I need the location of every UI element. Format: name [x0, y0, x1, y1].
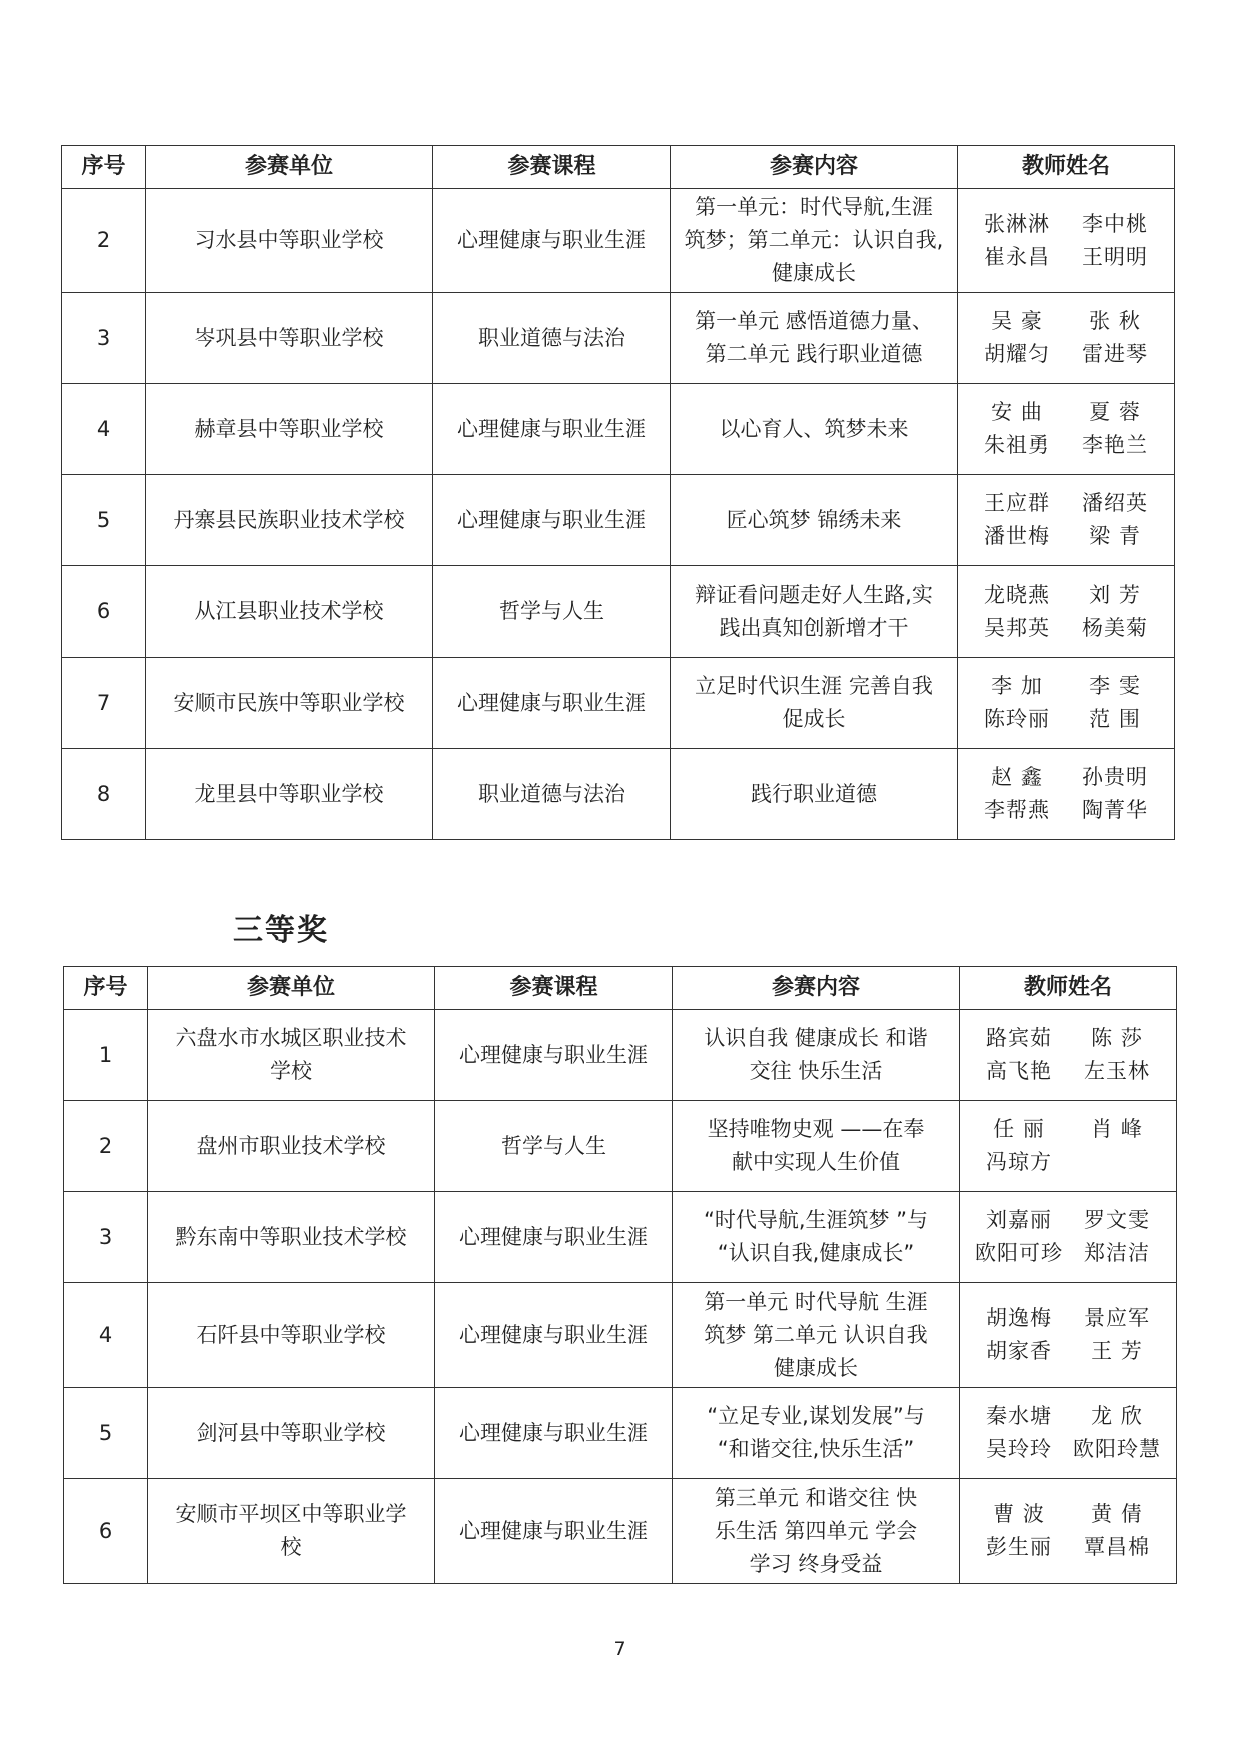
header-unit: 参赛单位: [148, 967, 435, 1010]
unit-line: 石阡县中等职业学校: [196, 1322, 386, 1347]
content-line: 健康成长: [774, 1355, 858, 1380]
teacher-name: 潘绍英: [1082, 491, 1148, 515]
cell-teachers: [958, 658, 1175, 749]
content-line: 践行职业道德: [751, 781, 877, 806]
content-line: “认识自我,健康成长”: [717, 1241, 915, 1265]
teacher-name: 高飞艳: [986, 1059, 1052, 1083]
page-number: 7: [613, 1638, 626, 1660]
teacher-name: 覃昌棉: [1084, 1535, 1150, 1559]
cell-teachers: [960, 1283, 1177, 1388]
content-line: 认识自我 健康成长 和谐: [704, 1026, 928, 1050]
cell-no: 5: [62, 475, 146, 566]
header-no: 序号: [64, 967, 148, 1010]
teacher-name: 秦水塘: [986, 1404, 1052, 1428]
teacher-name: 欧阳玲慧: [1073, 1437, 1161, 1461]
teacher-name: 安 曲: [991, 400, 1043, 424]
cell-content: [673, 1010, 960, 1101]
cell-course: 心理健康与职业生涯: [433, 475, 671, 566]
teacher-name: 曹 波: [993, 1502, 1045, 1526]
cell-no: 3: [64, 1192, 148, 1283]
cell-teachers: [958, 189, 1175, 293]
teacher-name: 李中桃: [1082, 211, 1148, 236]
teacher-name: 范 围: [1089, 707, 1141, 731]
table-body: [62, 189, 1175, 840]
cell-unit: 安顺市民族中等职业学校: [146, 658, 433, 749]
cell-course: 哲学与人生: [433, 566, 671, 658]
teacher-name: 陈 莎: [1091, 1026, 1143, 1050]
cell-no: 2: [64, 1101, 148, 1192]
award-table-second-prize: [61, 145, 1175, 840]
unit-line: 校: [280, 1535, 302, 1559]
cell-teachers: [960, 1479, 1177, 1584]
table-row: [64, 1388, 1177, 1479]
content-line: 筑梦 第二单元 认识自我: [704, 1322, 928, 1347]
table-header-row: [62, 146, 1175, 189]
header-course: 参赛课程: [433, 146, 671, 189]
content-line: “和谐交往,快乐生活”: [717, 1437, 915, 1461]
cell-teachers: [958, 384, 1175, 475]
cell-unit: [148, 1010, 435, 1101]
teacher-name: 吴邦英: [984, 615, 1050, 640]
content-line: 立足时代识生涯 完善自我: [695, 674, 933, 698]
cell-course: 心理健康与职业生涯: [433, 189, 671, 293]
teacher-name: 龙晓燕: [984, 582, 1050, 607]
table-row: [62, 475, 1175, 566]
teacher-name: 崔永昌: [984, 244, 1050, 269]
teacher-name: 雷进琴: [1082, 342, 1148, 366]
cell-teachers: [960, 1388, 1177, 1479]
cell-content: [671, 749, 958, 840]
teacher-name: 罗文雯: [1084, 1208, 1150, 1232]
table-row: [64, 1192, 1177, 1283]
cell-unit: [148, 1388, 435, 1479]
cell-teachers: [960, 1101, 1177, 1192]
teacher-name: 吴玲玲: [986, 1437, 1052, 1461]
teacher-name: 李 雯: [1089, 674, 1141, 698]
cell-unit: 赫章县中等职业学校: [146, 384, 433, 475]
cell-unit: 丹寨县民族职业技术学校: [146, 475, 433, 566]
header-no: 序号: [62, 146, 146, 189]
section-heading-third-prize: 三等奖: [233, 913, 329, 948]
teacher-name: 刘 芳: [1089, 582, 1141, 607]
cell-unit: 从江县职业技术学校: [146, 566, 433, 658]
cell-no: 4: [62, 384, 146, 475]
content-line: “立足专业,谋划发展”与: [707, 1404, 925, 1428]
header-teachers: 教师姓名: [960, 967, 1177, 1010]
cell-unit: [148, 1479, 435, 1584]
table-row: [62, 293, 1175, 384]
cell-no: 7: [62, 658, 146, 749]
cell-content: [671, 475, 958, 566]
cell-unit: 习水县中等职业学校: [146, 189, 433, 293]
cell-content: [673, 1192, 960, 1283]
cell-course: 心理健康与职业生涯: [435, 1479, 673, 1584]
table-row: [62, 566, 1175, 658]
header-course: 参赛课程: [435, 967, 673, 1010]
cell-teachers: [958, 566, 1175, 658]
cell-content: [671, 293, 958, 384]
unit-line: 黔东南中等职业技术学校: [175, 1224, 407, 1249]
cell-teachers: [958, 749, 1175, 840]
teacher-name: 彭生丽: [986, 1535, 1052, 1559]
teacher-name: 郑洁洁: [1084, 1241, 1150, 1265]
cell-unit: [148, 1283, 435, 1388]
table-row: [62, 189, 1175, 293]
unit-line: 剑河县中等职业学校: [196, 1420, 386, 1445]
teacher-name: 李帮燕: [984, 798, 1050, 822]
table-row: [62, 384, 1175, 475]
cell-unit: [148, 1101, 435, 1192]
content-line: 乐生活 第四单元 学会: [714, 1518, 918, 1543]
teacher-name: 梁 青: [1089, 524, 1141, 548]
teacher-name: 路宾茹: [986, 1026, 1052, 1050]
cell-course: 心理健康与职业生涯: [435, 1192, 673, 1283]
teacher-name: 杨美菊: [1082, 615, 1148, 640]
cell-unit: 岑巩县中等职业学校: [146, 293, 433, 384]
teacher-name: 王应群: [984, 491, 1050, 515]
cell-course: 心理健康与职业生涯: [435, 1388, 673, 1479]
teacher-name: 孙贵明: [1082, 765, 1148, 789]
content-line: 匠心筑梦 锦绣未来: [726, 507, 902, 532]
unit-line: 六盘水市水城区职业技术: [175, 1026, 407, 1050]
cell-no: 6: [64, 1479, 148, 1584]
table-row: [64, 1101, 1177, 1192]
cell-no: 6: [62, 566, 146, 658]
content-line: 第三单元 和谐交往 快: [714, 1485, 918, 1510]
cell-teachers: [958, 475, 1175, 566]
cell-content: [671, 566, 958, 658]
teacher-name: 龙 欣: [1091, 1404, 1143, 1428]
content-line: 坚持唯物史观 ——在奉: [707, 1117, 925, 1141]
teacher-name: 张 秋: [1089, 309, 1141, 333]
header-unit: 参赛单位: [146, 146, 433, 189]
content-line: 第一单元 感悟道德力量、: [695, 309, 933, 333]
teacher-name: 王明明: [1082, 244, 1148, 269]
cell-no: 3: [62, 293, 146, 384]
cell-course: 哲学与人生: [435, 1101, 673, 1192]
teacher-name: 李艳兰: [1082, 433, 1148, 457]
teacher-name: 胡逸梅: [986, 1306, 1052, 1330]
teacher-name: 陶菁华: [1082, 798, 1148, 822]
content-line: 第一单元 时代导航 生涯: [704, 1289, 928, 1314]
cell-content: [673, 1283, 960, 1388]
award-table-third-prize: [63, 966, 1177, 1584]
content-line: 健康成长: [772, 261, 856, 285]
teacher-name: 冯琼方: [986, 1150, 1052, 1174]
teacher-name: 景应军: [1084, 1306, 1150, 1330]
cell-no: 8: [62, 749, 146, 840]
cell-course: 职业道德与法治: [433, 749, 671, 840]
cell-teachers: [960, 1192, 1177, 1283]
header-content: 参赛内容: [673, 967, 960, 1010]
teacher-name: 任 丽: [993, 1117, 1045, 1141]
content-line: 交往 快乐生活: [749, 1059, 883, 1083]
table-row: [62, 749, 1175, 840]
cell-content: [671, 658, 958, 749]
table-body: [64, 1010, 1177, 1584]
teacher-name: 潘世梅: [984, 524, 1050, 548]
content-line: 第一单元：时代导航,生涯: [695, 195, 933, 219]
cell-course: 心理健康与职业生涯: [433, 384, 671, 475]
table-row: [62, 658, 1175, 749]
table-header-row: [64, 967, 1177, 1010]
teacher-name: 陈玲丽: [984, 707, 1050, 731]
cell-teachers: [960, 1010, 1177, 1101]
cell-course: 心理健康与职业生涯: [435, 1010, 673, 1101]
content-line: 践出真知创新增才干: [719, 615, 909, 640]
teacher-name: 吴 豪: [991, 309, 1043, 333]
cell-content: [673, 1388, 960, 1479]
cell-course: 职业道德与法治: [433, 293, 671, 384]
teacher-name: 王 芳: [1091, 1339, 1143, 1363]
teacher-name: 胡家香: [986, 1339, 1052, 1363]
teacher-name: 赵 鑫: [991, 765, 1043, 789]
cell-unit: [148, 1192, 435, 1283]
cell-content: [673, 1101, 960, 1192]
cell-no: 5: [64, 1388, 148, 1479]
teacher-name: 黄 倩: [1091, 1502, 1143, 1526]
table-row: [64, 1479, 1177, 1584]
unit-line: 学校: [270, 1059, 312, 1083]
teacher-name: 肖 峰: [1091, 1117, 1143, 1141]
content-line: 辩证看问题走好人生路,实: [695, 582, 933, 607]
table-row: [64, 1283, 1177, 1388]
unit-line: 盘州市职业技术学校: [196, 1133, 386, 1158]
teacher-name: 张淋淋: [984, 211, 1050, 236]
content-line: 第二单元 践行职业道德: [705, 342, 923, 366]
cell-content: [671, 384, 958, 475]
teacher-name: 胡耀匀: [984, 342, 1050, 366]
content-line: 献中实现人生价值: [732, 1150, 900, 1174]
cell-content: [673, 1479, 960, 1584]
teacher-name: 夏 蓉: [1089, 400, 1141, 424]
cell-no: 2: [62, 189, 146, 293]
content-line: 学习 终身受益: [749, 1551, 883, 1576]
teacher-name: 欧阳可珍: [975, 1241, 1063, 1265]
cell-course: 心理健康与职业生涯: [435, 1283, 673, 1388]
cell-no: 1: [64, 1010, 148, 1101]
header-teachers: 教师姓名: [958, 146, 1175, 189]
cell-no: 4: [64, 1283, 148, 1388]
unit-line: 安顺市平坝区中等职业学: [175, 1502, 407, 1526]
teacher-name: 刘嘉丽: [986, 1208, 1052, 1232]
teacher-name: 左玉林: [1084, 1059, 1150, 1083]
teacher-name: 李 加: [991, 674, 1043, 698]
content-line: “时代导航,生涯筑梦 ”与: [703, 1208, 929, 1232]
cell-teachers: [958, 293, 1175, 384]
cell-course: 心理健康与职业生涯: [433, 658, 671, 749]
content-line: 筑梦；第二单元：认识自我,: [684, 228, 944, 252]
header-content: 参赛内容: [671, 146, 958, 189]
content-line: 促成长: [782, 707, 846, 731]
teacher-name: 朱祖勇: [984, 433, 1050, 457]
table-row: [64, 1010, 1177, 1101]
content-line: 以心育人、筑梦未来: [719, 416, 909, 441]
cell-unit: 龙里县中等职业学校: [146, 749, 433, 840]
cell-content: [671, 189, 958, 293]
